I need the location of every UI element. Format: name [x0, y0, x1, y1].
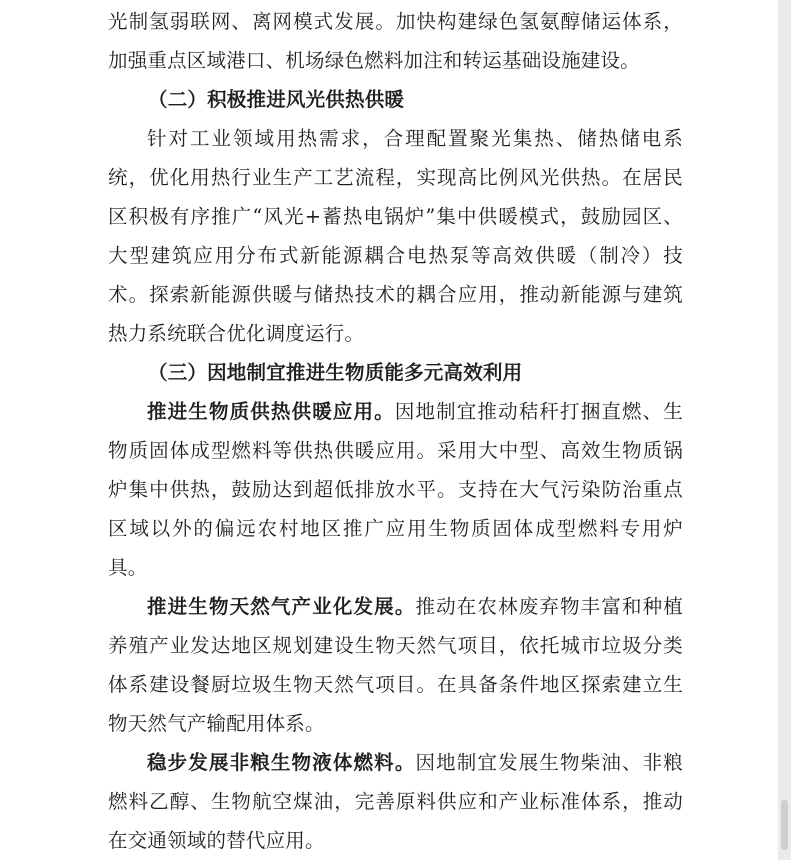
body-line — [108, 556, 147, 580]
line-text: 在交通领域的替代应用。 — [108, 829, 325, 852]
line-text: 因地制宜发展生物柴油、非粮 — [415, 751, 683, 774]
body-line — [108, 322, 364, 346]
section-heading — [148, 361, 522, 385]
scrollbar-thumb[interactable] — [781, 800, 788, 850]
line-text: 体系建设餐厨垃圾生物天然气项目。在具备条件地区探索建立生 — [108, 673, 683, 696]
line-text: 燃料乙醇、生物航空煤油，完善原料供应和产业标准体系，推动 — [108, 790, 683, 813]
line-text: 针对工业领域用热需求，合理配置聚光集热、储热储电系 — [147, 127, 683, 150]
body-line — [108, 244, 683, 268]
paragraph-lead: 推进生物天然气产业化发展。 — [147, 595, 416, 618]
line-text: 养殖产业发达地区规划建设生物天然气项目，依托城市垃圾分类 — [108, 634, 683, 657]
line-text: 物质固体成型燃料等供热供暖应用。采用大中型、高效生物质锅 — [108, 439, 683, 462]
body-line — [108, 634, 683, 658]
body-line — [108, 49, 640, 73]
body-line — [108, 673, 683, 697]
section-heading — [148, 88, 404, 112]
line-text: 具。 — [108, 556, 148, 579]
line-text: 区积极有序推广“风光+蓄热电锅炉”集中供暖模式，鼓励园区、 — [108, 205, 683, 228]
body-line — [108, 829, 325, 853]
body-line — [108, 283, 683, 307]
body-line — [108, 205, 683, 229]
line-text: 统，优化用热行业生产工艺流程，实现高比例风光供热。在居民 — [108, 166, 683, 189]
line-text: 区域以外的偏远农村地区推广应用生物质固体成型燃料专用炉 — [108, 517, 683, 540]
body-line — [108, 790, 683, 814]
paragraph-first-line — [147, 127, 683, 151]
line-text: 物天然气产输配用体系。 — [108, 712, 325, 735]
vertical-scrollbar[interactable] — [778, 0, 791, 860]
body-line — [108, 712, 325, 736]
paragraph-first-line — [147, 595, 683, 619]
body-line — [108, 439, 683, 463]
body-line — [108, 166, 683, 190]
body-line — [108, 517, 683, 541]
line-text: 大型建筑应用分布式新能源耦合电热泵等高效供暖（制冷）技 — [108, 244, 683, 267]
line-text: 推动在农林废弃物丰富和种植 — [415, 595, 683, 618]
line-text: 因地制宜推动秸秆打捆直燃、生 — [394, 400, 683, 423]
paragraph-lead: 稳步发展非粮生物液体燃料。 — [147, 751, 416, 774]
line-text: 热力系统联合优化调度运行。 — [108, 322, 365, 345]
paragraph-first-line — [147, 751, 683, 775]
heading-text: （二）积极推进风光供热供暖 — [148, 88, 405, 111]
body-line — [108, 10, 683, 34]
line-text: 术。探索新能源供暖与储热技术的耦合应用，推动新能源与建筑 — [108, 283, 683, 306]
paragraph-first-line — [147, 400, 683, 424]
paragraph-lead: 推进生物质供热供暖应用。 — [147, 400, 395, 423]
body-line — [108, 478, 683, 502]
line-text: 加强重点区域港口、机场绿色燃料加注和转运基础设施建设。 — [108, 49, 640, 72]
line-text: 光制氢弱联网、离网模式发展。加快构建绿色氢氨醇储运体系， — [108, 10, 683, 33]
line-text: 炉集中供热，鼓励达到超低排放水平。支持在大气污染防治重点 — [108, 478, 683, 501]
heading-text: （三）因地制宜推进生物质能多元高效利用 — [148, 361, 523, 384]
